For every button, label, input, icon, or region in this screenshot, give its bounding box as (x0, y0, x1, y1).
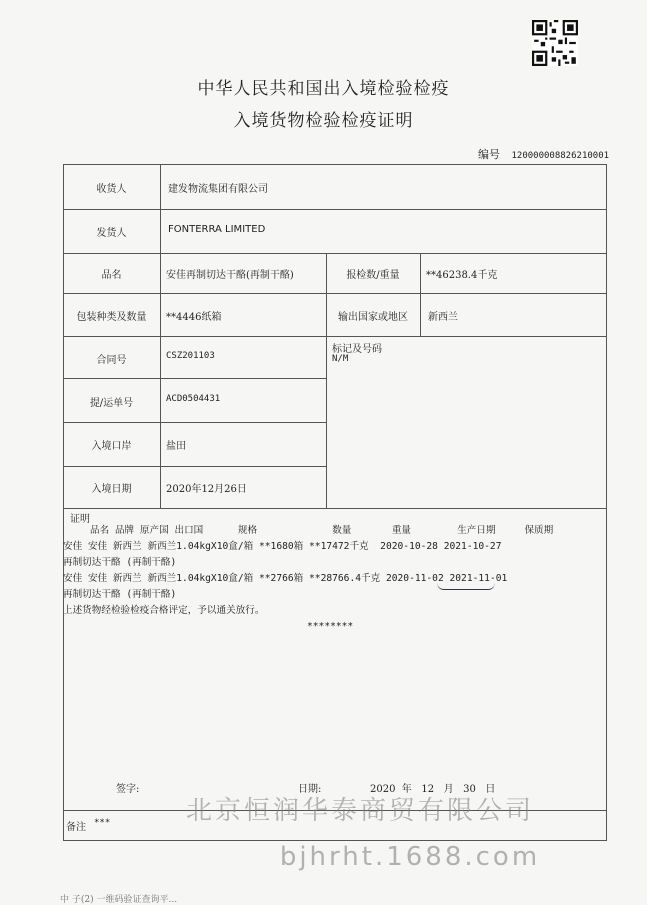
sign-date-label: 日期: (298, 784, 322, 795)
origin-label: 输出国家或地区 (338, 312, 408, 323)
bl-label: 提/运单号 (89, 398, 134, 409)
serial-value: 120000008826210001 (511, 151, 610, 161)
stars-separator: ******** (307, 621, 354, 632)
certificate-label: 证明 (70, 514, 90, 525)
conclusion-text: 上述货物经检验检疫合格评定，予以通关放行。 (63, 605, 265, 616)
watermark-company: 北京恒润华泰商贸有限公司 (185, 796, 534, 826)
consignee-value: 建发物流集团有限公司 (168, 184, 268, 195)
declared-label: 报检数/重量 (346, 270, 400, 281)
entry-date-label: 入境日期 (91, 484, 132, 495)
port-value: 盐田 (166, 441, 186, 452)
certificate-body (63, 523, 554, 635)
packing-label: 包装种类及数量 (76, 312, 147, 323)
watermark-url: bjhrht.1688.com (279, 842, 541, 872)
qr-code-icon (532, 20, 578, 66)
goods-row-1: 安佳 安佳 新西兰 新西兰1.04kgX10盒/箱 **1680箱 **17472千克 2020-10-28 2021-10-27 (63, 541, 502, 552)
document-title: 中华人民共和国出入境检验检疫 (197, 79, 450, 99)
remarks-label: 备注 (66, 822, 86, 833)
footer-text: 中 子(2) 一维码验证查询平... (60, 895, 178, 905)
handwritten-underline (437, 583, 495, 590)
entry-date-value: 2020年12月26日 (166, 484, 247, 495)
consignor-value: FONTERRA LIMITED (168, 224, 266, 235)
serial-label: 编号 (478, 148, 500, 161)
contract-label: 合同号 (96, 355, 127, 366)
consignor-label: 发货人 (96, 228, 127, 239)
contract-value: CSZ201103 (166, 351, 215, 361)
goods-row-2: 安佳 安佳 新西兰 新西兰1.04kgX10盒/箱 **2766箱 **28766.4千克 2020-11-02 2021-11-01 (63, 573, 508, 584)
product-value: 安佳再制切达干酪(再制干酪) (166, 270, 294, 281)
remarks-value: *** (94, 818, 111, 828)
marks-value: N/M (332, 354, 349, 364)
document-subtitle: 入境货物检验检疫证明 (233, 111, 414, 131)
marks-label: 标记及号码 (332, 344, 382, 355)
sign-date-value: 2020 年 12 月 30 日 (370, 784, 496, 795)
product-label: 品名 (101, 270, 122, 281)
goods-row-2-cont: 再制切达干酪 (再制干酪) (63, 589, 177, 600)
packing-value: **4446纸箱 (166, 312, 222, 323)
goods-row-1-cont: 再制切达干酪 (再制干酪) (63, 557, 177, 568)
declared-value: **46238.4千克 (426, 270, 498, 281)
sign-label: 签字: (116, 784, 140, 795)
origin-value: 新西兰 (428, 312, 458, 323)
consignee-label: 收货人 (96, 184, 127, 195)
serial-number (478, 146, 609, 162)
bl-value: ACD0504431 (166, 394, 221, 404)
port-label: 入境口岸 (91, 441, 132, 452)
goods-header-row: 品名 品牌 原产国 出口国 规格 数量 重量 生产日期 保质期 (90, 525, 554, 536)
